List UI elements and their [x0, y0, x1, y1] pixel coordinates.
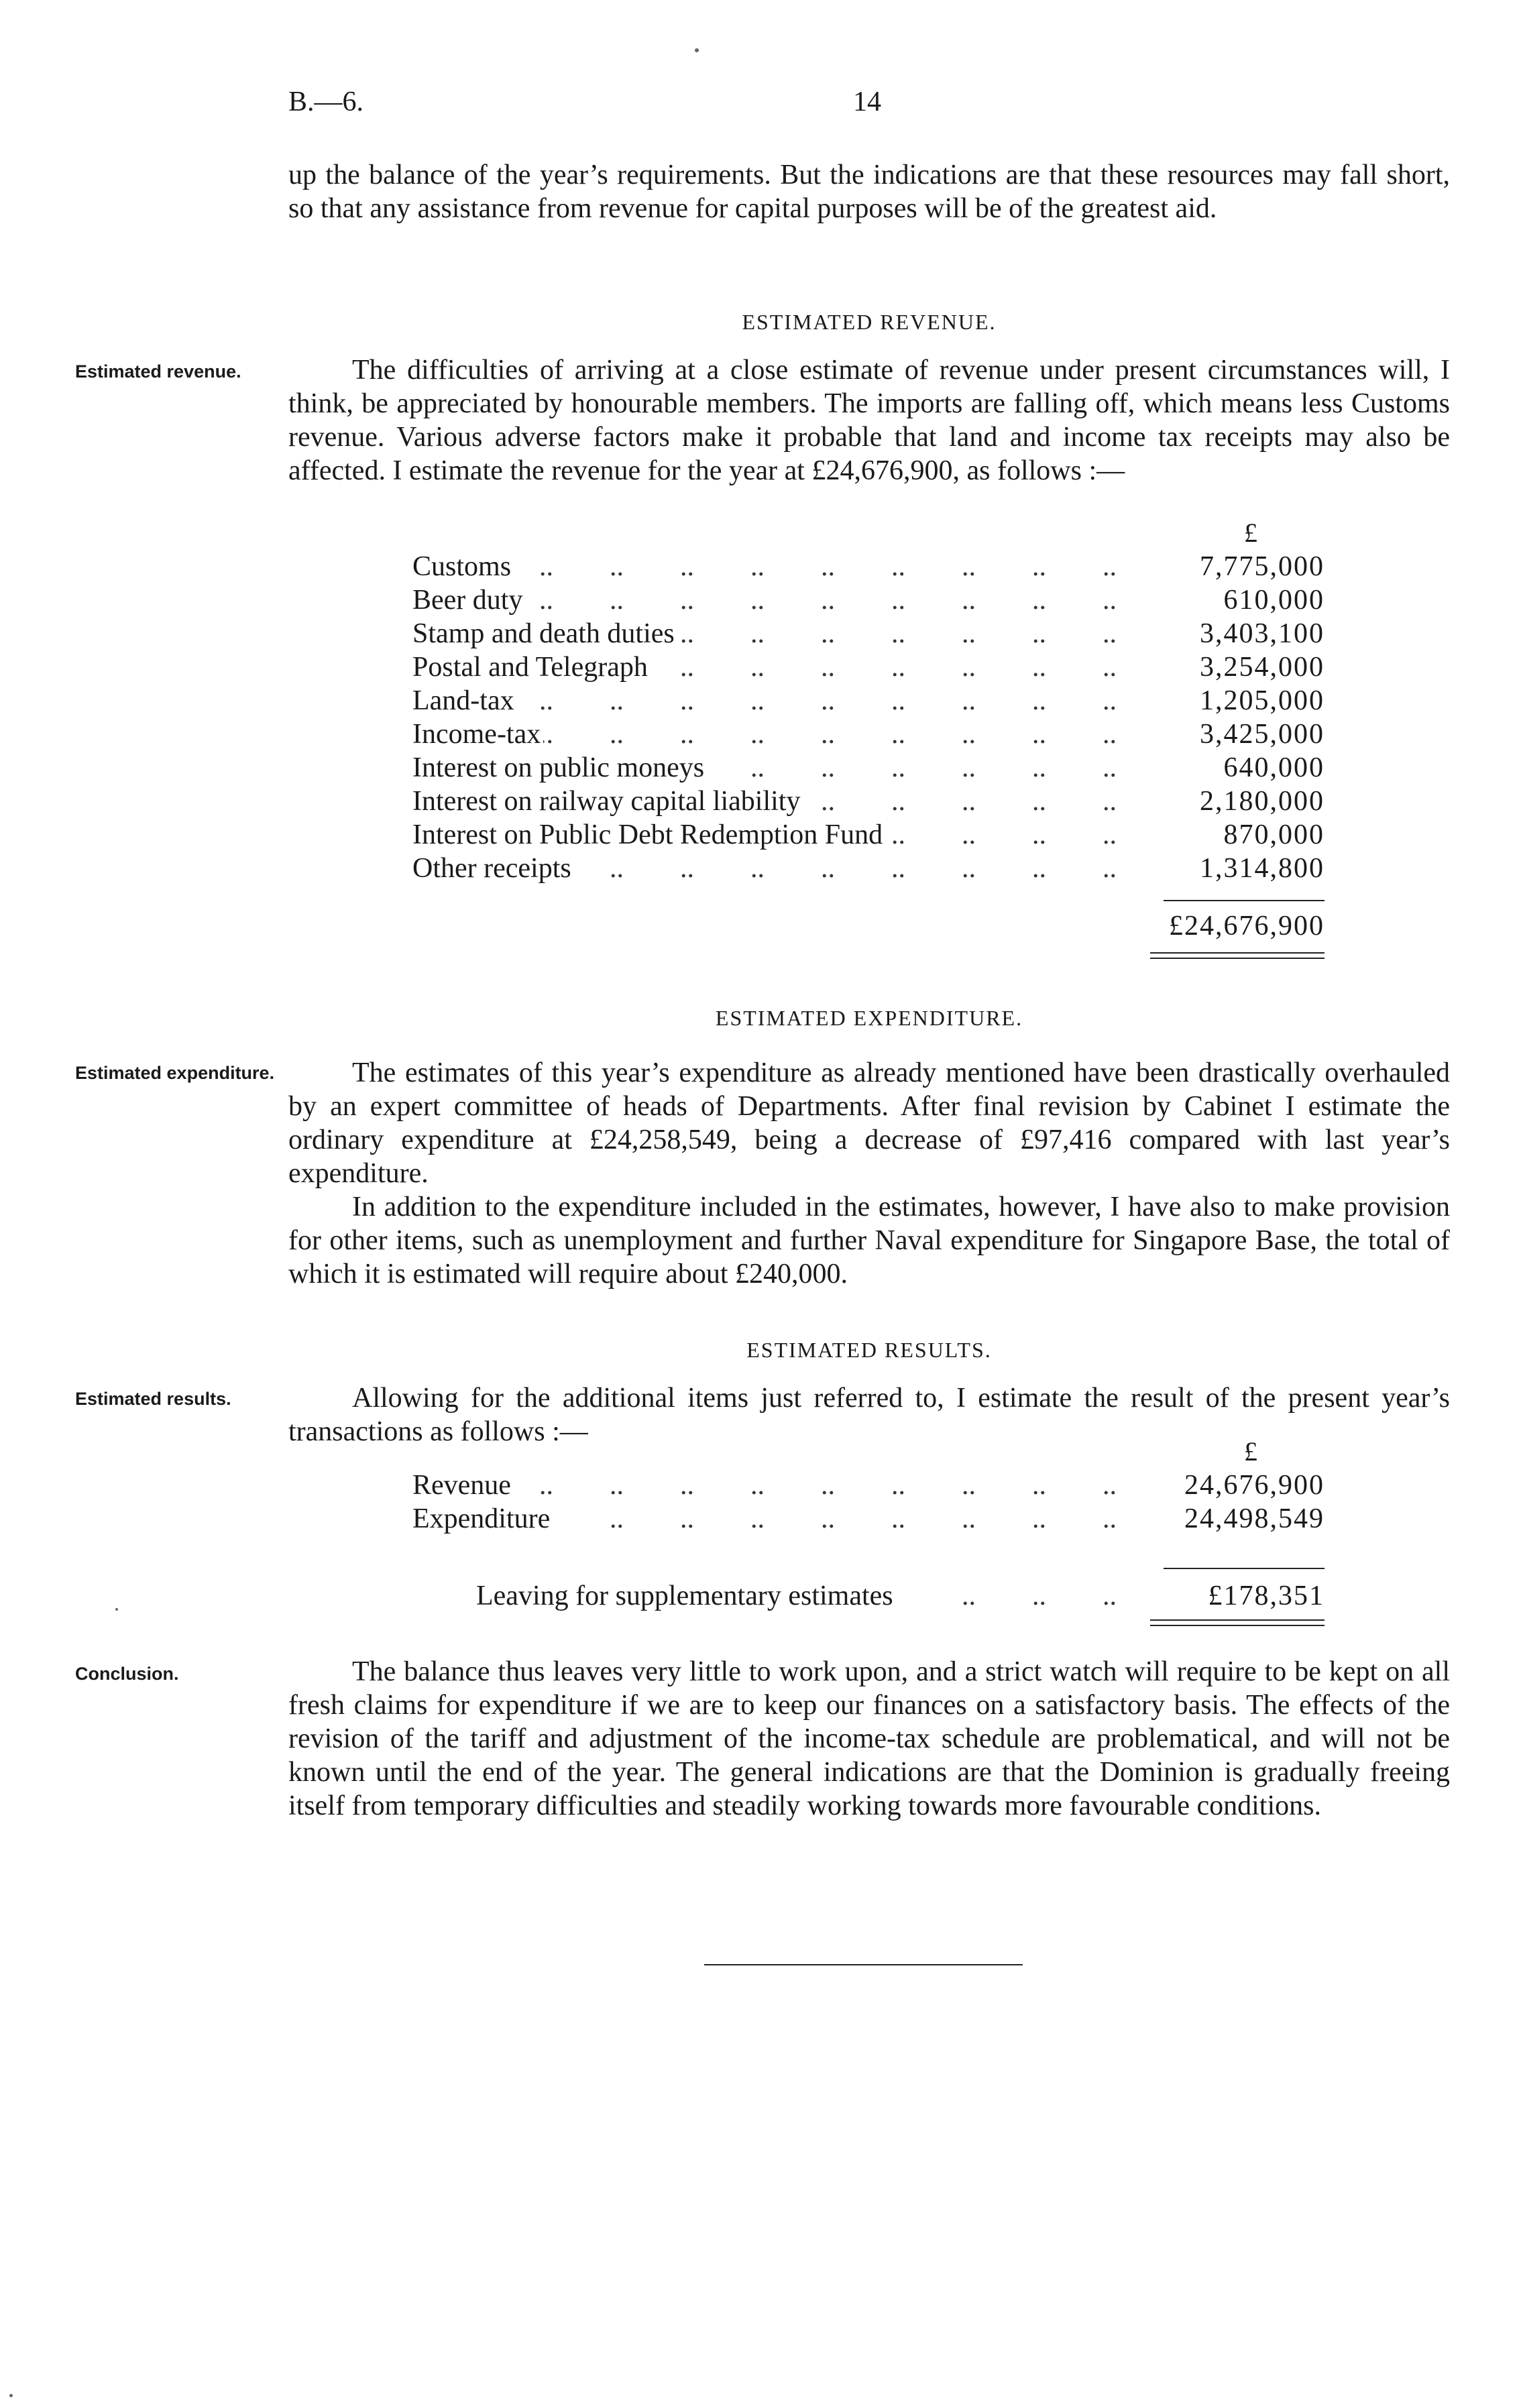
- results-row: [412, 1469, 1325, 1502]
- revenue-row: [412, 550, 1325, 583]
- results-row-label: Revenue: [412, 1469, 514, 1502]
- revenue-row-amount: 640,000: [1223, 752, 1325, 783]
- leader-dots: [412, 550, 1117, 583]
- revenue-row-label: Beer duty: [412, 583, 525, 617]
- leader-dots: [412, 684, 1117, 718]
- results-row-amount: 24,676,900: [1184, 1470, 1325, 1501]
- revenue-total: £24,676,900: [1169, 911, 1325, 941]
- results-row-label: Expenditure: [412, 1502, 553, 1536]
- print-speck: [9, 2394, 13, 2397]
- revenue-total-block: [412, 907, 1325, 945]
- revenue-row: [412, 818, 1325, 852]
- leaving-amount: £178,351: [1208, 1581, 1325, 1611]
- intro-paragraph: up the balance of the year’s requirements. But the indications are that these resources may fall short, so that any assistance from revenue for capital purposes will be of the greatest aid.: [288, 160, 1450, 224]
- revenue-row-label: Other receipts: [412, 852, 574, 885]
- conclusion-paragraph: The balance thus leaves very little to work upon, and a strict watch will require to be kept on all fresh claims for expenditure if we are to keep our finances on a satisfactory basis. The effects of the revision of the tariff and adjustment of the income-tax schedule are problematical, and will not be known until the end of the year. The general indications are that the Dominion is gradually freeing itself from temporary difficulties and steadily working towards more favourable conditions.: [288, 1656, 1450, 1821]
- revenue-row-label: Income-tax: [412, 718, 543, 751]
- leaving-block: [412, 1579, 1325, 1613]
- revenue-row-amount: 610,000: [1223, 585, 1325, 616]
- revenue-heading: ESTIMATED REVENUE.: [742, 310, 997, 334]
- leaving-total-rule-1: [1150, 1619, 1325, 1621]
- revenue-row-label: Stamp and death duties: [412, 617, 677, 650]
- revenue-row: [412, 617, 1325, 650]
- revenue-table: [412, 516, 1325, 885]
- revenue-row-label: Interest on public moneys: [412, 751, 707, 785]
- revenue-row: [412, 650, 1325, 684]
- revenue-row-amount: 1,205,000: [1200, 685, 1325, 716]
- conclusion-margin-note: Conclusion.: [75, 1664, 179, 1684]
- revenue-row-amount: 1,314,800: [1200, 853, 1325, 884]
- revenue-row: [412, 785, 1325, 818]
- revenue-row-label: Interest on Public Debt Redemption Fund: [412, 818, 885, 852]
- print-speck: [115, 1608, 118, 1611]
- results-currency-label: £: [1244, 1436, 1257, 1467]
- revenue-row-amount: 7,775,000: [1200, 551, 1325, 582]
- revenue-row: [412, 751, 1325, 785]
- revenue-row-amount: 3,254,000: [1200, 652, 1325, 683]
- revenue-margin-note: Estimated revenue.: [75, 361, 241, 382]
- revenue-total-rule-1: [1150, 952, 1325, 954]
- leaving-total-rule-2: [1150, 1625, 1325, 1626]
- expenditure-heading: ESTIMATED EXPENDITURE.: [715, 1006, 1023, 1030]
- results-margin-note: Estimated results.: [75, 1389, 231, 1409]
- revenue-row: [412, 718, 1325, 751]
- results-subtotal-rule: [1164, 1568, 1325, 1569]
- expenditure-paragraph-2: In addition to the expenditure included in the estimates, however, I have also to make provision for other items, such as unemployment and further Naval expenditure for Singapore Base, the total of which it is estimated will require about £240,000.: [288, 1192, 1450, 1289]
- results-row: [412, 1502, 1325, 1536]
- closing-rule: [704, 1964, 1023, 1965]
- revenue-row-amount: 870,000: [1223, 819, 1325, 850]
- revenue-row-amount: 3,425,000: [1200, 719, 1325, 750]
- results-heading: ESTIMATED RESULTS.: [746, 1338, 992, 1362]
- revenue-currency-label: £: [1244, 518, 1257, 548]
- revenue-total-row: [412, 907, 1325, 945]
- leaving-row: [412, 1579, 1325, 1613]
- revenue-row: [412, 684, 1325, 718]
- revenue-row-label: Postal and Telegraph: [412, 650, 651, 684]
- results-table: [412, 1435, 1325, 1536]
- revenue-row-label: Land-tax: [412, 684, 517, 718]
- leaving-label: Leaving for supplementary estimates: [476, 1579, 896, 1613]
- revenue-subtotal-rule: [1164, 900, 1325, 901]
- expenditure-paragraph-1: The estimates of this year’s expenditure as already mentioned have been drastically overhauled by an expert committee of heads of Departments. After final revision by Cabinet I estimate the ordinary expenditure at £24,258,549, being a decrease of £97,416 compared with last year’s expenditure.: [288, 1057, 1450, 1189]
- page-number: 14: [853, 87, 881, 117]
- leaving-leader-dots: [962, 1579, 1117, 1613]
- revenue-row: [412, 852, 1325, 885]
- revenue-rows: [412, 550, 1325, 885]
- revenue-row-amount: 2,180,000: [1200, 786, 1325, 817]
- expenditure-margin-note: Estimated expenditure.: [75, 1063, 275, 1083]
- results-paragraph: Allowing for the additional items just referred to, I estimate the result of the present year’s transactions as follows :—: [288, 1383, 1450, 1447]
- document-reference: B.—6.: [288, 87, 364, 117]
- revenue-row: [412, 583, 1325, 617]
- leader-dots: [412, 1469, 1117, 1502]
- results-row-amount: 24,498,549: [1184, 1503, 1325, 1534]
- results-rows: [412, 1469, 1325, 1536]
- revenue-row-label: Customs: [412, 550, 514, 583]
- print-speck: [695, 48, 699, 52]
- revenue-paragraph: The difficulties of arriving at a close estimate of revenue under present circumstances will, I think, be appreciated by honourable members. The imports are falling off, which means less Customs revenue. Various adverse factors make it probable that land and income tax receipts may also be affected. I estimate the revenue for the year at £24,676,900, as follows :—: [288, 355, 1450, 486]
- revenue-total-rule-2: [1150, 958, 1325, 959]
- revenue-row-amount: 3,403,100: [1200, 618, 1325, 649]
- revenue-row-label: Interest on railway capital liability: [412, 785, 803, 818]
